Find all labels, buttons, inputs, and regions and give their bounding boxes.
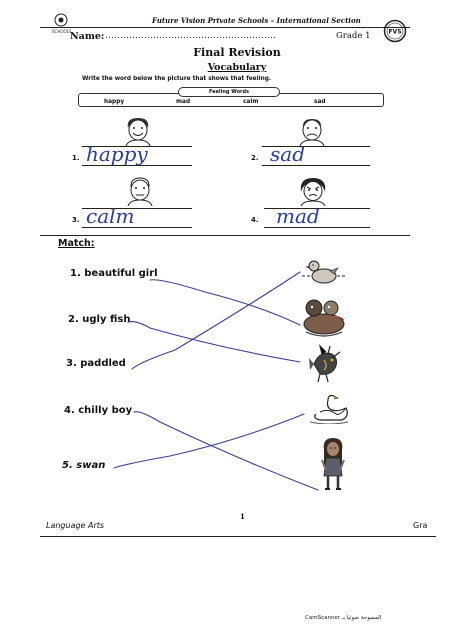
match-item-label: ugly fish [82,314,131,325]
name-label: Name: [70,31,105,42]
handwritten-answer: happy [86,142,148,166]
match-item-number: 4. [64,405,75,416]
match-item-number: 1. [70,268,81,279]
match-line-paddled [132,272,300,369]
section-title-match: Match: [58,238,95,249]
section-title-vocabulary: Vocabulary [207,62,267,73]
page-number: 1 [240,512,245,521]
badge-text: FVS [388,28,402,36]
question-number: 1. [72,154,80,162]
school-name: Future Vision Private Schools – International Section [152,16,361,25]
footer-divider [40,536,436,537]
grade-label: Grade 1 [336,31,371,41]
question-number: 3. [72,216,80,224]
handwritten-answer: sad [270,142,305,166]
handwritten-answer: calm [86,204,135,228]
footer-subject: Language Arts [46,521,105,530]
match-item-label: swan [76,460,106,471]
word-bank-title: Feeling Words [178,87,280,97]
match-line-chilly-boy [134,412,318,490]
instruction-text: Write the word below the picture that shows that feeling. [82,76,272,82]
scanner-watermark: CamScanner المسوحة ضوئيا بـ [305,615,382,621]
match-item-number: 3. [66,358,77,369]
handwritten-answer: mad [276,204,320,228]
word-bank-word: sad [314,99,326,105]
match-line-ugly-fish [128,322,300,362]
match-item-number: 5. [62,460,73,471]
match-line-swan [114,414,304,468]
school-logo-caption: SCHOOLS [52,29,72,34]
match-item-label: chilly boy [78,405,133,416]
word-bank-word: calm [243,99,259,105]
question-number: 4. [251,216,259,224]
word-bank-word: mad [176,99,191,105]
word-bank-word: happy [104,99,125,105]
match-item-label: paddled [80,358,126,369]
match-item-label: beautiful girl [84,268,158,279]
footer-grade: Gra [413,521,428,530]
question-number: 2. [251,154,259,162]
match-item-number: 2. [68,314,79,325]
page-title: Final Revision [193,46,281,59]
name-field[interactable]: ………………………………………………… [105,31,276,41]
